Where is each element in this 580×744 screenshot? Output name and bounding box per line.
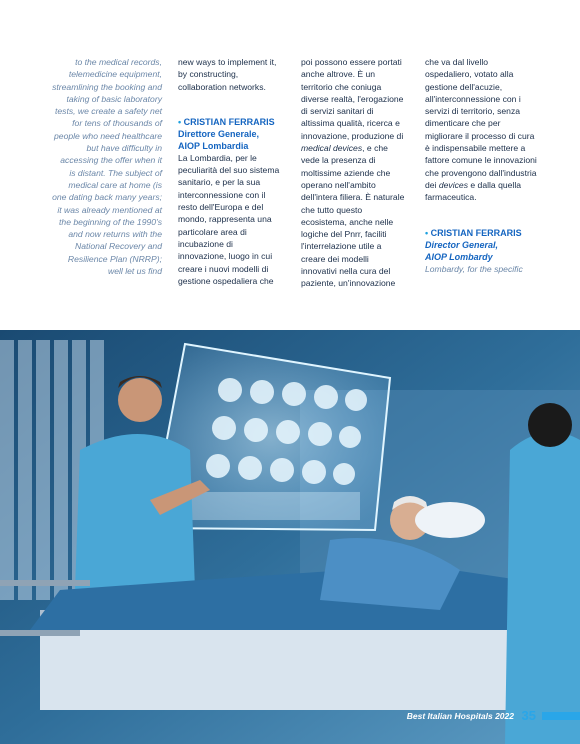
column-3-text <box>301 56 405 290</box>
column-1-text: to the medical records, telemedicine equipment, streamlining the booking and taking of basic laboratory tests, we create a safety net for tens of thousands of people who need healthcare but have difficulty in accessing the offer when it is distant. The subject of medical care at home (is one dating back many years; it was already mentioned at the beginning of the 1990's and now returns with the National Recovery and Resilience Plan (NRRP); well let us find <box>52 57 162 277</box>
speaker-role-en-2: AIOP Lombardy <box>425 251 493 262</box>
column-1-english <box>52 56 162 277</box>
column-4-italic: devices <box>438 179 468 190</box>
speaker-role-it-2: AIOP Lombardia <box>178 140 249 151</box>
speaker-role-en-1: Director General, <box>425 239 499 250</box>
column-4-part1: che va dal livello ospedaliero, votato alla gestione dell'acuzie, all'interconnessione con i servizi di territorio, senza dimenticare che per migliorare il processo di cura è indispensabile mettere a fattore comune le innovazioni che provengono dall'industria dei <box>425 57 537 190</box>
photo-illustration <box>0 330 580 744</box>
column-4 <box>425 56 537 275</box>
speaker-name-it <box>178 116 282 128</box>
column-3-part1: poi possono essere portati anche altrove. È un territorio che coniuga diverse realtà, l'erogazione di servizi sanitari di altissima qualità, ricerca e innovazione, produzione di <box>301 57 404 141</box>
column-3 <box>301 56 405 290</box>
column-2-intro: new ways to implement it, by constructing, collaboration networks. <box>178 57 277 92</box>
page-footer <box>0 708 580 728</box>
speaker-role-it-1: Direttore Generale, <box>178 128 260 139</box>
column-4-text <box>425 56 537 204</box>
page-number: 35 <box>521 708 536 723</box>
column-3-part2: , e che vede la presenza di moltissime aziende che operano nell'ambito dell'intera filiera. È naturale che tutto questo ecosistema, anche nelle logiche del Pnrr, faciliti l'interrelazione utile a creare dei modelli innovativi nella cura del paziente, un'innovazione <box>301 143 405 289</box>
speaker-name-en <box>425 227 537 239</box>
hospital-photo <box>0 330 580 744</box>
bullet-icon: • <box>178 116 184 127</box>
footer-accent-bar <box>542 712 580 720</box>
column-3-italic: medical devices <box>301 143 363 154</box>
bullet-icon: • <box>425 227 431 238</box>
column-2-body: La Lombardia, per le peculiarità del suo sistema sanitario, e per la sua interconnessione con il resto dell'Europa e del mondo, rappresenta una particolare area di incubazione di innovazione, luogo in cui creare i nuovi modelli di gestione ospedaliera che <box>178 152 280 286</box>
footer-title: Best Italian Hospitals 2022 <box>406 711 514 721</box>
column-4-part2: e dalla quella farmaceutica. <box>425 179 522 203</box>
article-text <box>0 0 580 330</box>
column-2 <box>178 56 282 287</box>
speaker-name-en-text: CRISTIAN FERRARIS <box>430 227 522 238</box>
column-4-tail: Lombardy, for the specific <box>425 263 523 274</box>
speaker-name-it-text: CRISTIAN FERRARIS <box>183 116 275 127</box>
